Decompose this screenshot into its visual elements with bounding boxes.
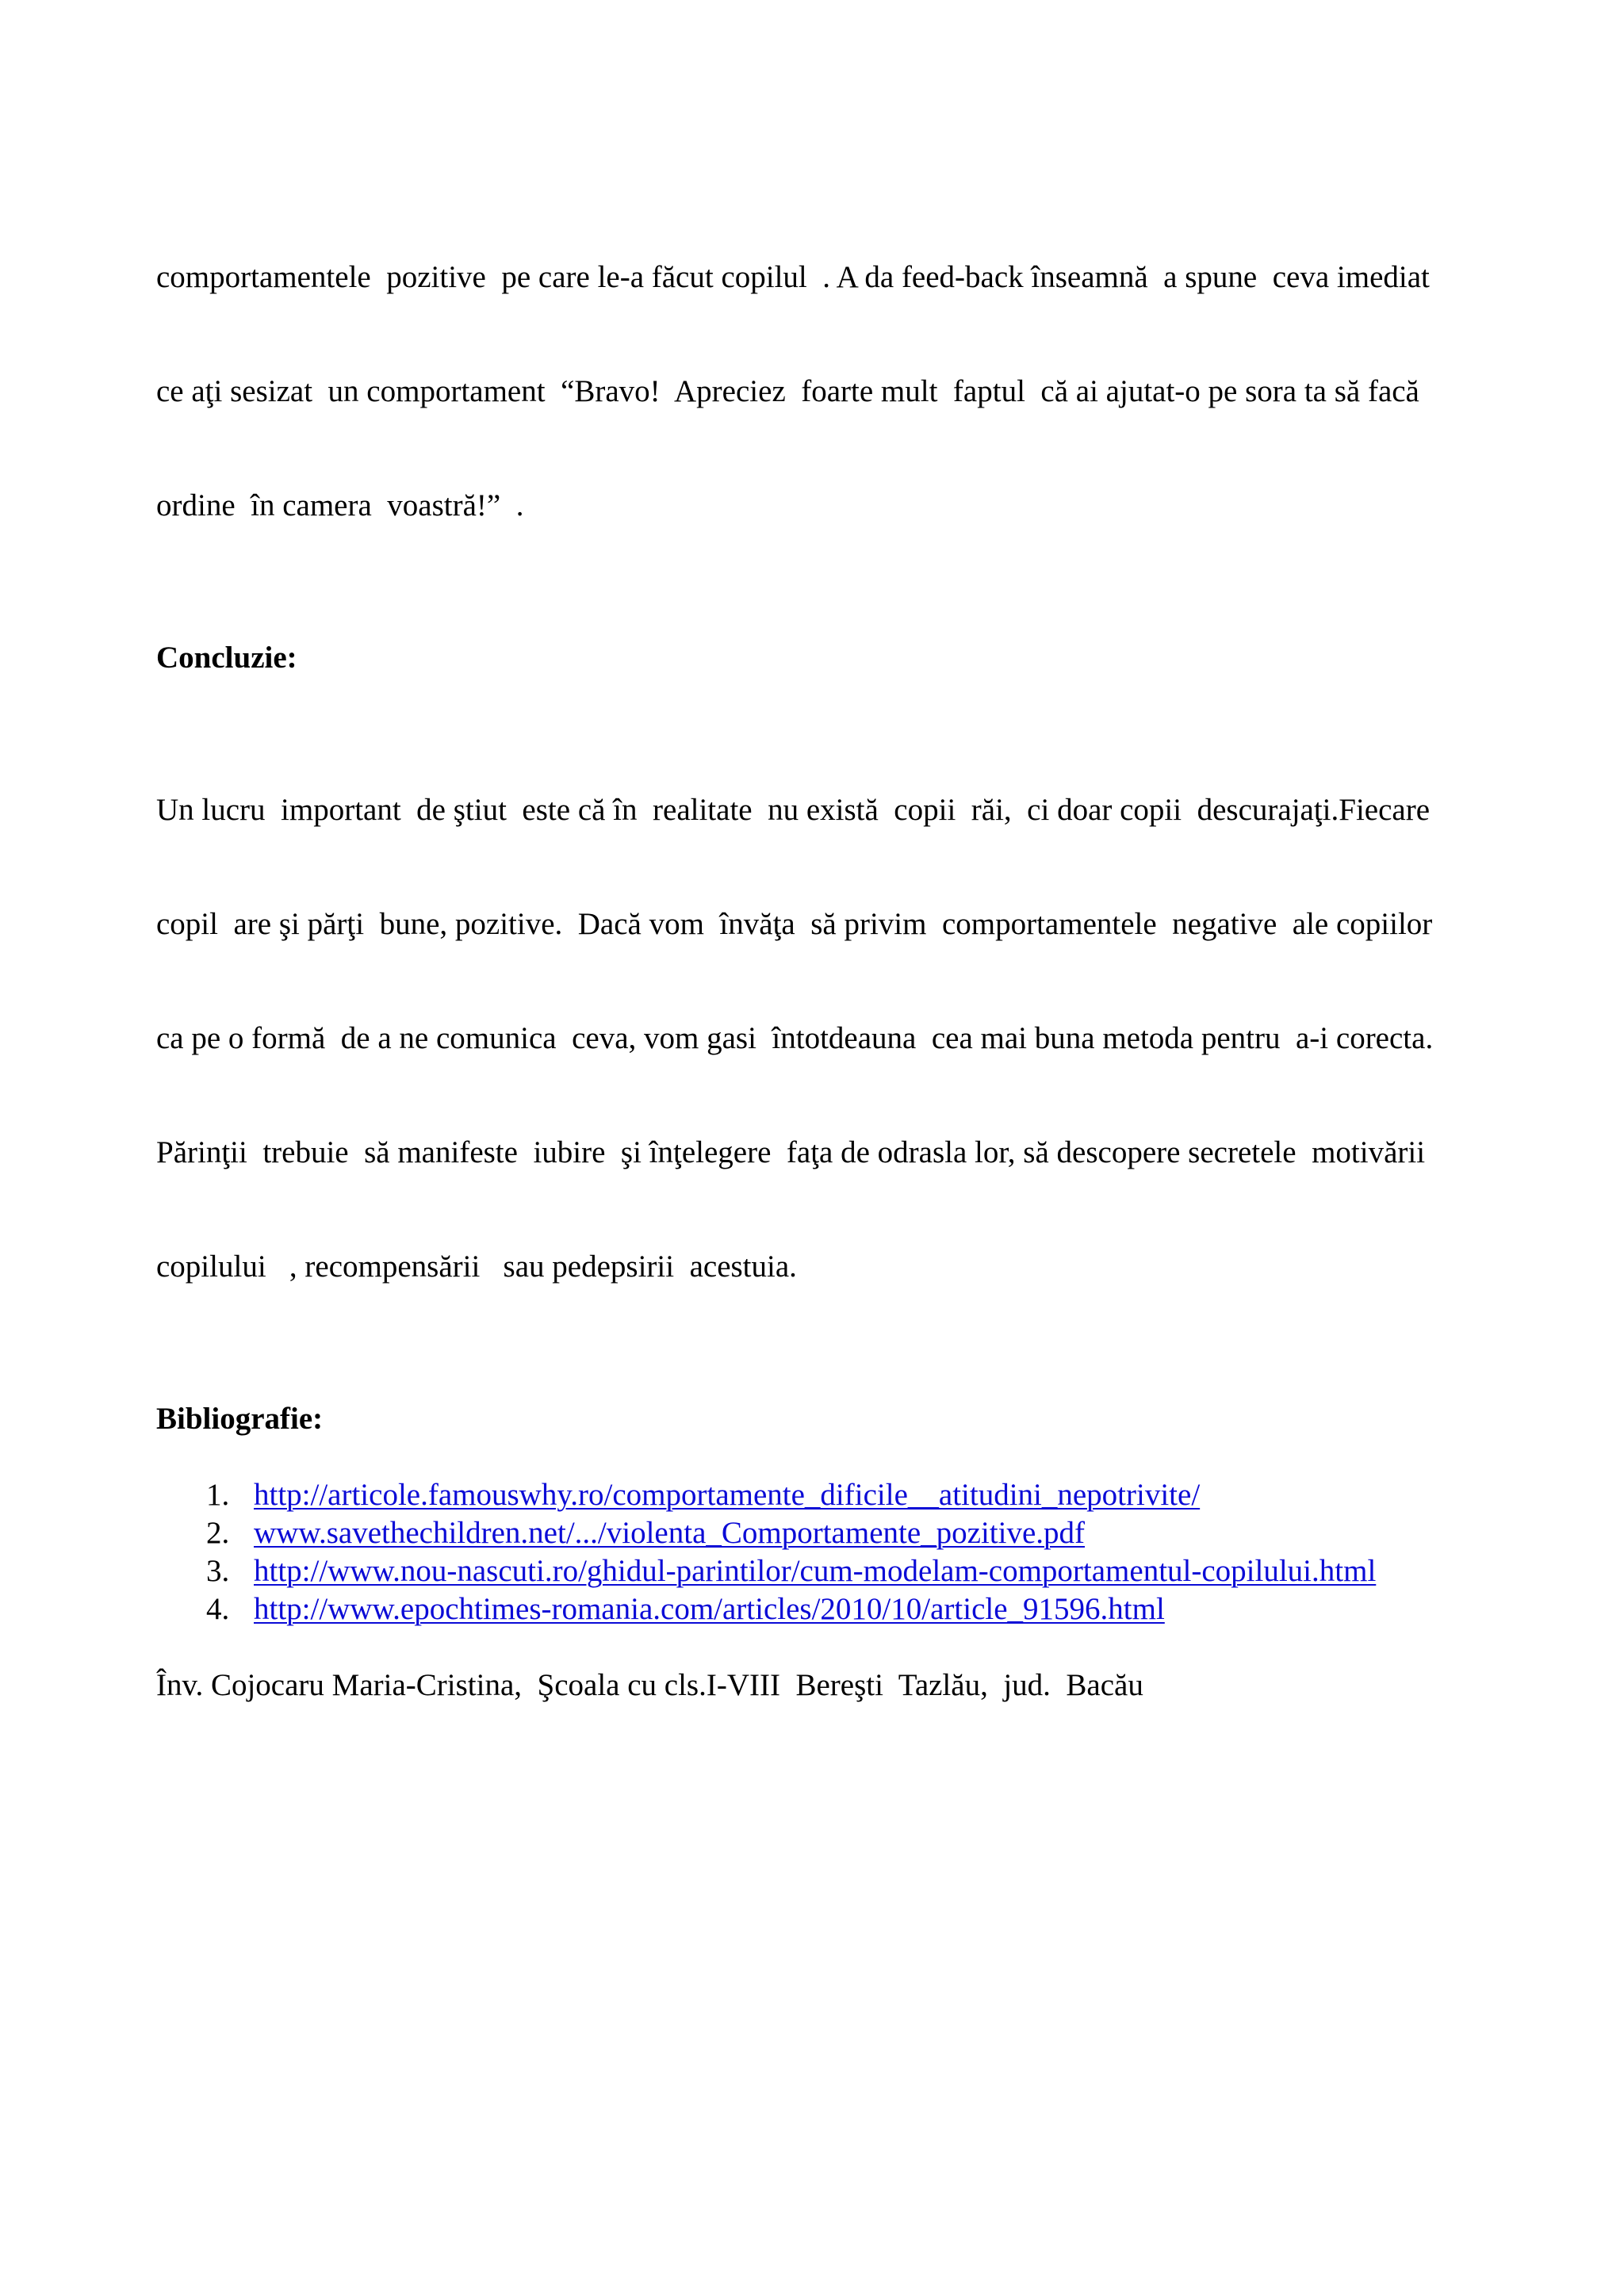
conclusion-line: ca pe o formă de a ne comunica ceva, vom gasi întotdeauna cea mai buna metoda pentru a-i corecta. xyxy=(156,1021,1434,1055)
conclusion-line: Părinţii trebuie să manifeste iubire şi înţelegere faţa de odrasla lor, să descopere secretele motivării xyxy=(156,1135,1426,1169)
spacer xyxy=(156,1438,1473,1476)
intro-line: ordine în camera voastră!” . xyxy=(156,488,524,522)
intro-line: ce aţi sesizat un comportament “Bravo! Apreciez foarte mult faptul că ai ajutat-o pe sora ta să facă xyxy=(156,374,1419,408)
bibliography-item xyxy=(156,1590,1473,1628)
conclusion-paragraph xyxy=(156,715,1473,1362)
intro-line: comportamentele pozitive pe care le-a făcut copilul . A da feed-back înseamnă a spune ceva imediat xyxy=(156,260,1430,294)
bibliography-item xyxy=(156,1514,1473,1552)
bibliography-item xyxy=(156,1476,1473,1514)
spacer xyxy=(156,1362,1473,1400)
author-signature: Înv. Cojocaru Maria-Cristina, Şcoala cu cls.I-VIII Bereşti Tazlău, jud. Bacău xyxy=(156,1668,1143,1702)
spacer xyxy=(156,1628,1473,1667)
conclusion-line: Un lucru important de ştiut este că în realitate nu există copii răi, ci doar copii descurajaţi.Fiecare xyxy=(156,793,1431,827)
bibliography-item-number: 2. xyxy=(206,1516,230,1550)
bibliography-link[interactable]: http://articole.famouswhy.ro/comportamente_dificile__atitudini_nepotrivite/ xyxy=(254,1478,1201,1512)
spacer xyxy=(156,601,1473,639)
bibliography-item-number: 3. xyxy=(206,1554,230,1588)
bibliography-item-number: 4. xyxy=(206,1592,230,1626)
bibliography-heading: Bibliografie: xyxy=(156,1402,324,1436)
conclusion-line: copilului , recompensării sau pedepsirii acestuia. xyxy=(156,1249,797,1284)
spacer xyxy=(156,677,1473,715)
conclusion-heading: Concluzie: xyxy=(156,641,297,675)
bibliography-item xyxy=(156,1552,1473,1590)
intro-paragraph xyxy=(156,182,1473,601)
conclusion-line: copil are şi părţi bune, pozitive. Dacă vom învăţa să privim comportamentele negative ale copiilor xyxy=(156,907,1433,941)
bibliography-link[interactable]: http://www.nou-nascuti.ro/ghidul-parintilor/cum-modelam-comportamentul-copilului.html xyxy=(254,1554,1377,1588)
bibliography-link[interactable]: www.savethechildren.net/.../violenta_Comportamente_pozitive.pdf xyxy=(254,1516,1086,1550)
bibliography-link[interactable]: http://www.epochtimes-romania.com/articles/2010/10/article_91596.html xyxy=(254,1592,1165,1626)
bibliography-item-number: 1. xyxy=(206,1478,230,1512)
bibliography-list xyxy=(156,1476,1473,1628)
document-content xyxy=(156,182,1473,1705)
